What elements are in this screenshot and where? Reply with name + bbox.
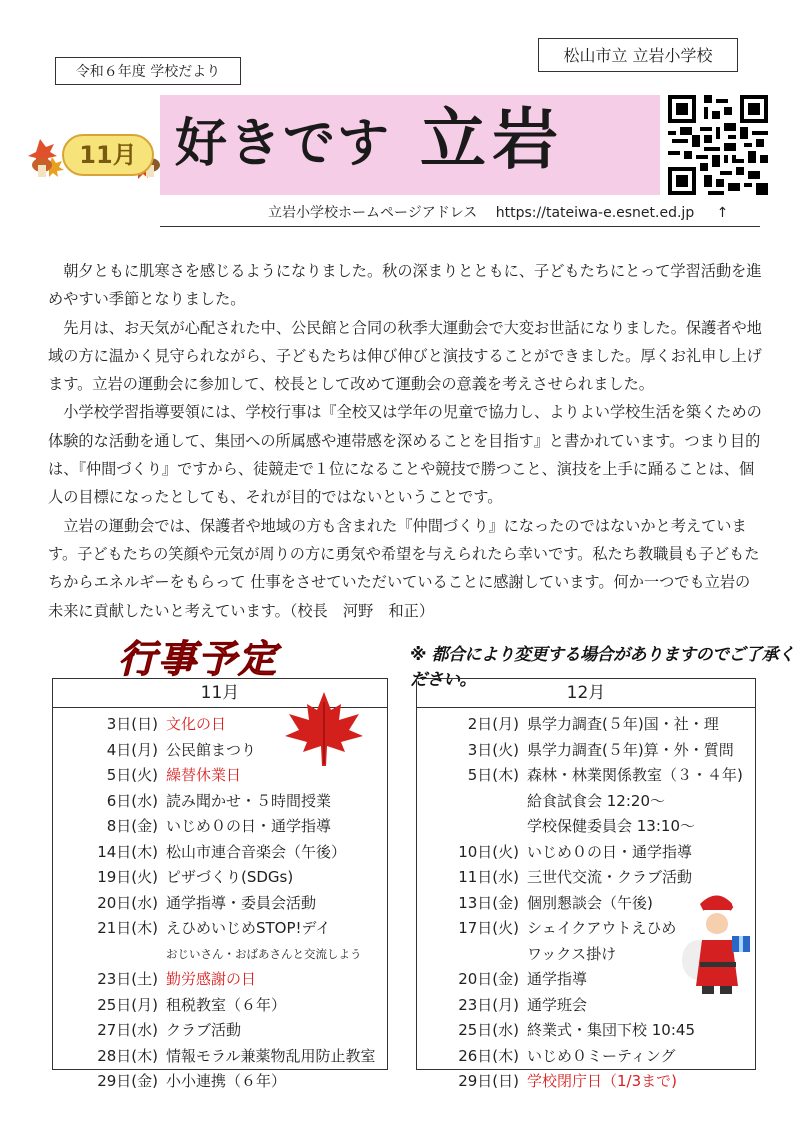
schedule-date: 28日(木) — [97, 1046, 158, 1065]
schedule-note: ※ 都合により変更する場合がありますのでご了承ください。 — [410, 645, 795, 690]
schedule-event: 学校閉庁日（1/3まで) — [527, 1072, 677, 1090]
schedule-event: 給食試食会 12:20～ — [527, 791, 665, 810]
schedule-date — [53, 942, 166, 968]
schedule-event: 県学力調査(５年)算・外・質問 — [527, 740, 734, 759]
message-paragraph: 立岩の運動会では、保護者や地域の方も含まれた『仲間づくり』になったのではないかと考えています。子どもたちの笑顔や元気が周りの方に勇気や希望を与えられたら幸いです。私たち教職員も子どもたちからエネルギーをもらって 仕事をさせていただいていることに感謝しています。何か一つでも立岩の未来に貢献したいと考えています。（校長 河野 和正） — [48, 516, 760, 620]
schedule-row — [53, 1069, 387, 1095]
schedule-row — [53, 814, 387, 840]
schedule-row — [417, 1018, 755, 1044]
schedule-event: 通学指導 — [527, 970, 588, 988]
schedule-event: いじめ０の日・通学指導 — [166, 817, 332, 835]
december-schedule-table — [416, 678, 756, 1090]
schedule-row — [53, 942, 387, 968]
schedule-row — [53, 789, 387, 815]
message-paragraph: 小学校学習指導要領には、学校行事は『全校又は学年の児童で協力し、よりよい学校生活を築くための体験的な活動を通して、集団への所属感や連帯感を深めることを目指す』と書かれています。つまり目的は、『仲間づくり』ですから、徒競走で１位になることや競技で勝つこと、演技を上手に踊ることは、個人の目標になったとしても、それが目的ではないということです。 — [48, 403, 762, 507]
schedule-row — [53, 840, 387, 866]
homepage-url[interactable]: https://tateiwa-e.esnet.ed.jp — [495, 205, 695, 221]
schedule-date — [417, 942, 527, 968]
newsletter-title-school: 立岩 — [420, 101, 564, 178]
schedule-event: 県学力調査(５年)国・社・理 — [527, 715, 719, 733]
schedule-date: 4日(月) — [106, 740, 158, 759]
homepage-line — [268, 202, 748, 222]
table-header: 11月 — [53, 679, 387, 708]
schedule-event: 三世代交流・クラブ活動 — [527, 868, 693, 886]
schedule-event: 小小連携（６年） — [166, 1072, 287, 1090]
schedule-date: 29日(金) — [97, 1072, 158, 1090]
schedule-event: 学校保健委員会 13:10～ — [527, 817, 695, 835]
issue-label: 令和６年度 学校だより — [55, 57, 241, 85]
schedule-event: いじめ０の日・通学指導 — [527, 842, 693, 861]
schedule-event: 租税教室（６年） — [166, 995, 287, 1014]
schedule-event: 通学班会 — [527, 995, 588, 1014]
schedule-event: 松山市連合音楽会（午後） — [166, 842, 347, 861]
schedule-date: 13日(金) — [458, 893, 519, 912]
schedule-event: 通学指導・委員会活動 — [166, 893, 317, 912]
message-paragraph: 先月は、お天気が心配された中、公民館と合同の秋季大運動会で大変お世話になりました。保護者や地域の方に温かく見守られながら、子どもたちは伸び伸びと演技することができました。厚くお礼申し上げます。立岩の運動会に参加して、校長として改めて運動会の意義を考えさせられました。 — [48, 318, 762, 394]
homepage-label: 立岩小学校ホームページアドレス — [268, 205, 478, 221]
schedule-row — [53, 865, 387, 891]
schedule-date: 29日(日) — [458, 1072, 519, 1090]
schedule-row — [417, 763, 755, 789]
schedule-date: 23日(土) — [97, 970, 158, 988]
schedule-event: えひめいじめSTOP!デイ — [166, 919, 331, 937]
schedule-event: 森林・林業関係教室（３・４年) — [527, 766, 743, 784]
schedule-row — [417, 840, 755, 866]
schedule-date: 5日(木) — [467, 766, 519, 784]
schedule-title: 行事予定 — [118, 637, 279, 681]
schedule-date: 6日(水) — [106, 791, 158, 810]
schedule-date: 3日(火) — [467, 740, 519, 759]
schedule-event: クラブ活動 — [166, 1021, 242, 1039]
schedule-date: 20日(水) — [97, 893, 158, 912]
schedule-event: 終業式・集団下校 10:45 — [527, 1021, 695, 1039]
schedule-date: 21日(木) — [97, 919, 158, 937]
schedule-event: 個別懇談会（午後) — [527, 893, 653, 912]
schedule-row — [417, 712, 755, 738]
schedule-date: 5日(火) — [106, 766, 158, 784]
schedule-date: 3日(日) — [106, 715, 158, 733]
school-name: 松山市立 立岩小学校 — [538, 38, 738, 72]
schedule-date: 8日(金) — [106, 817, 158, 835]
schedule-row — [53, 1018, 387, 1044]
schedule-event: シェイクアウトえひめ — [527, 919, 677, 937]
schedule-date: 25日(水) — [458, 1021, 519, 1039]
schedule-date: 10日(火) — [458, 842, 519, 861]
schedule-row — [53, 891, 387, 917]
schedule-event: ピザづくり(SDGs) — [166, 868, 294, 886]
schedule-event: いじめ０ミーティング — [527, 1046, 676, 1065]
schedule-date: 27日(水) — [97, 1021, 158, 1039]
schedule-event: 繰替休業日 — [166, 766, 242, 784]
schedule-date: 19日(火) — [97, 868, 158, 886]
schedule-date: 25日(月) — [97, 995, 158, 1014]
schedule-row — [417, 789, 755, 815]
schedule-event: 文化の日 — [166, 715, 227, 733]
message-paragraph: 朝夕ともに肌寒さを感じるようになりました。秋の深まりとともに、子どもたちにとって学習活動を進めやすい季節となりました。 — [48, 262, 762, 309]
santa-illustration — [678, 888, 758, 998]
schedule-date: 11日(水) — [458, 868, 519, 886]
schedule-row — [417, 814, 755, 840]
schedule-row — [417, 738, 755, 764]
schedule-row — [53, 916, 387, 942]
schedule-date — [417, 814, 527, 840]
schedule-date — [417, 789, 527, 815]
schedule-date: 2日(月) — [467, 715, 519, 733]
table-header: 12月 — [417, 679, 755, 708]
schedule-event: 読み聞かせ・５時間授業 — [166, 791, 332, 810]
principal-message — [48, 257, 764, 625]
schedule-event: ワックス掛け — [527, 944, 617, 963]
schedule-row — [417, 865, 755, 891]
schedule-row — [53, 967, 387, 993]
schedule-event: 情報モラル兼薬物乱用防止教室 — [166, 1046, 376, 1065]
schedule-event: おじいさん・おばあさんと交流しよう — [166, 946, 362, 961]
schedule-row — [53, 993, 387, 1019]
schedule-date: 23日(月) — [458, 995, 519, 1014]
qr-code[interactable] — [668, 95, 768, 195]
divider — [160, 226, 760, 227]
arrow-up-icon: ↑ — [716, 205, 729, 221]
schedule-date: 14日(木) — [97, 842, 158, 861]
schedule-row — [53, 1044, 387, 1070]
schedule-event: 公民館まつり — [166, 740, 257, 759]
newsletter-title: 好きです — [175, 114, 392, 174]
schedule-date: 17日(火) — [458, 919, 519, 937]
maple-leaf-icon — [283, 690, 365, 768]
schedule-date: 26日(木) — [458, 1046, 519, 1065]
schedule-event: 勤労感謝の日 — [166, 970, 257, 988]
month-badge: 11月 — [62, 134, 154, 176]
schedule-date: 20日(金) — [458, 970, 519, 988]
schedule-row — [417, 1044, 755, 1070]
schedule-row — [417, 1069, 755, 1095]
